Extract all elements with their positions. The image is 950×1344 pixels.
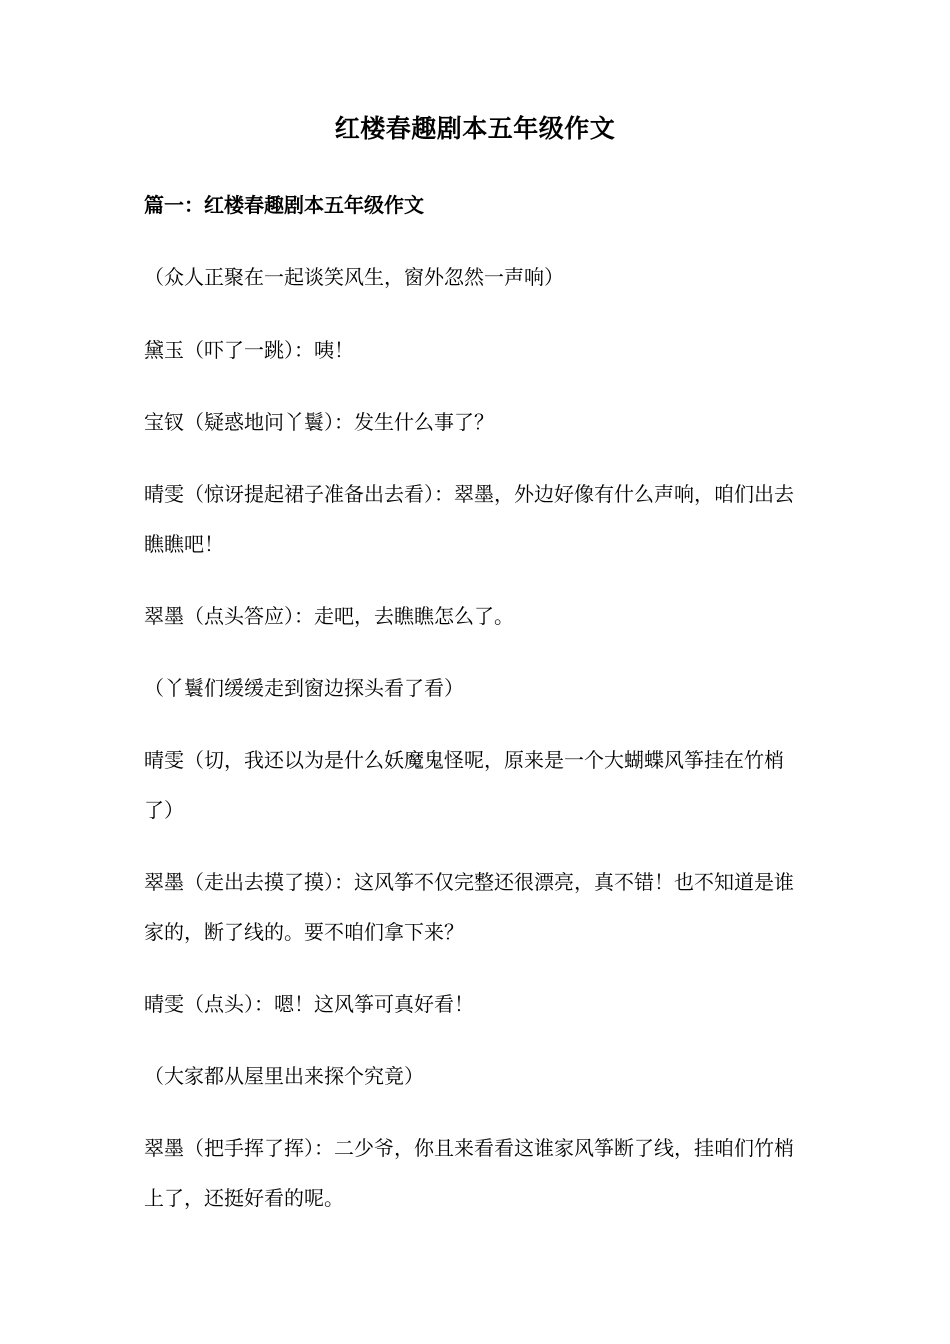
- paragraph: 翠墨（点头答应）：走吧，去瞧瞧怎么了。: [144, 604, 514, 628]
- paragraph: 宝钗（疑惑地问丫鬟）：发生什么事了？: [144, 410, 494, 434]
- paragraph: （众人正聚在一起谈笑风生，窗外忽然一声响）: [144, 265, 564, 289]
- paragraph: （大家都从屋里出来探个究竟）: [144, 1064, 424, 1088]
- paragraph: （丫鬟们缓缓走到窗边探头看了看）: [144, 676, 464, 700]
- paragraph: 晴雯（点头）：嗯！这风筝可真好看！: [144, 992, 474, 1016]
- paragraph: 翠墨（走出去摸了摸）：这风筝不仅完整还很漂亮，真不错！也不知道是谁家的，断了线的。要不咱们拿下来？: [144, 870, 794, 944]
- paragraph: 黛玉（吓了一跳）：咦！: [144, 338, 354, 362]
- paragraph: 翠墨（把手挥了挥）：二少爷，你且来看看这谁家风筝断了线，挂咱们竹梢上了，还挺好看的呢。: [144, 1136, 794, 1210]
- section-heading: 篇一：红楼春趣剧本五年级作文: [144, 193, 424, 217]
- paragraph: 晴雯（惊讶提起裙子准备出去看）：翠墨，外边好像有什么声响，咱们出去瞧瞧吧！: [144, 482, 794, 556]
- document-title: 红楼春趣剧本五年级作文: [334, 114, 616, 143]
- paragraph: 晴雯（切，我还以为是什么妖魔鬼怪呢，原来是一个大蝴蝶风筝挂在竹梢了）: [144, 748, 784, 822]
